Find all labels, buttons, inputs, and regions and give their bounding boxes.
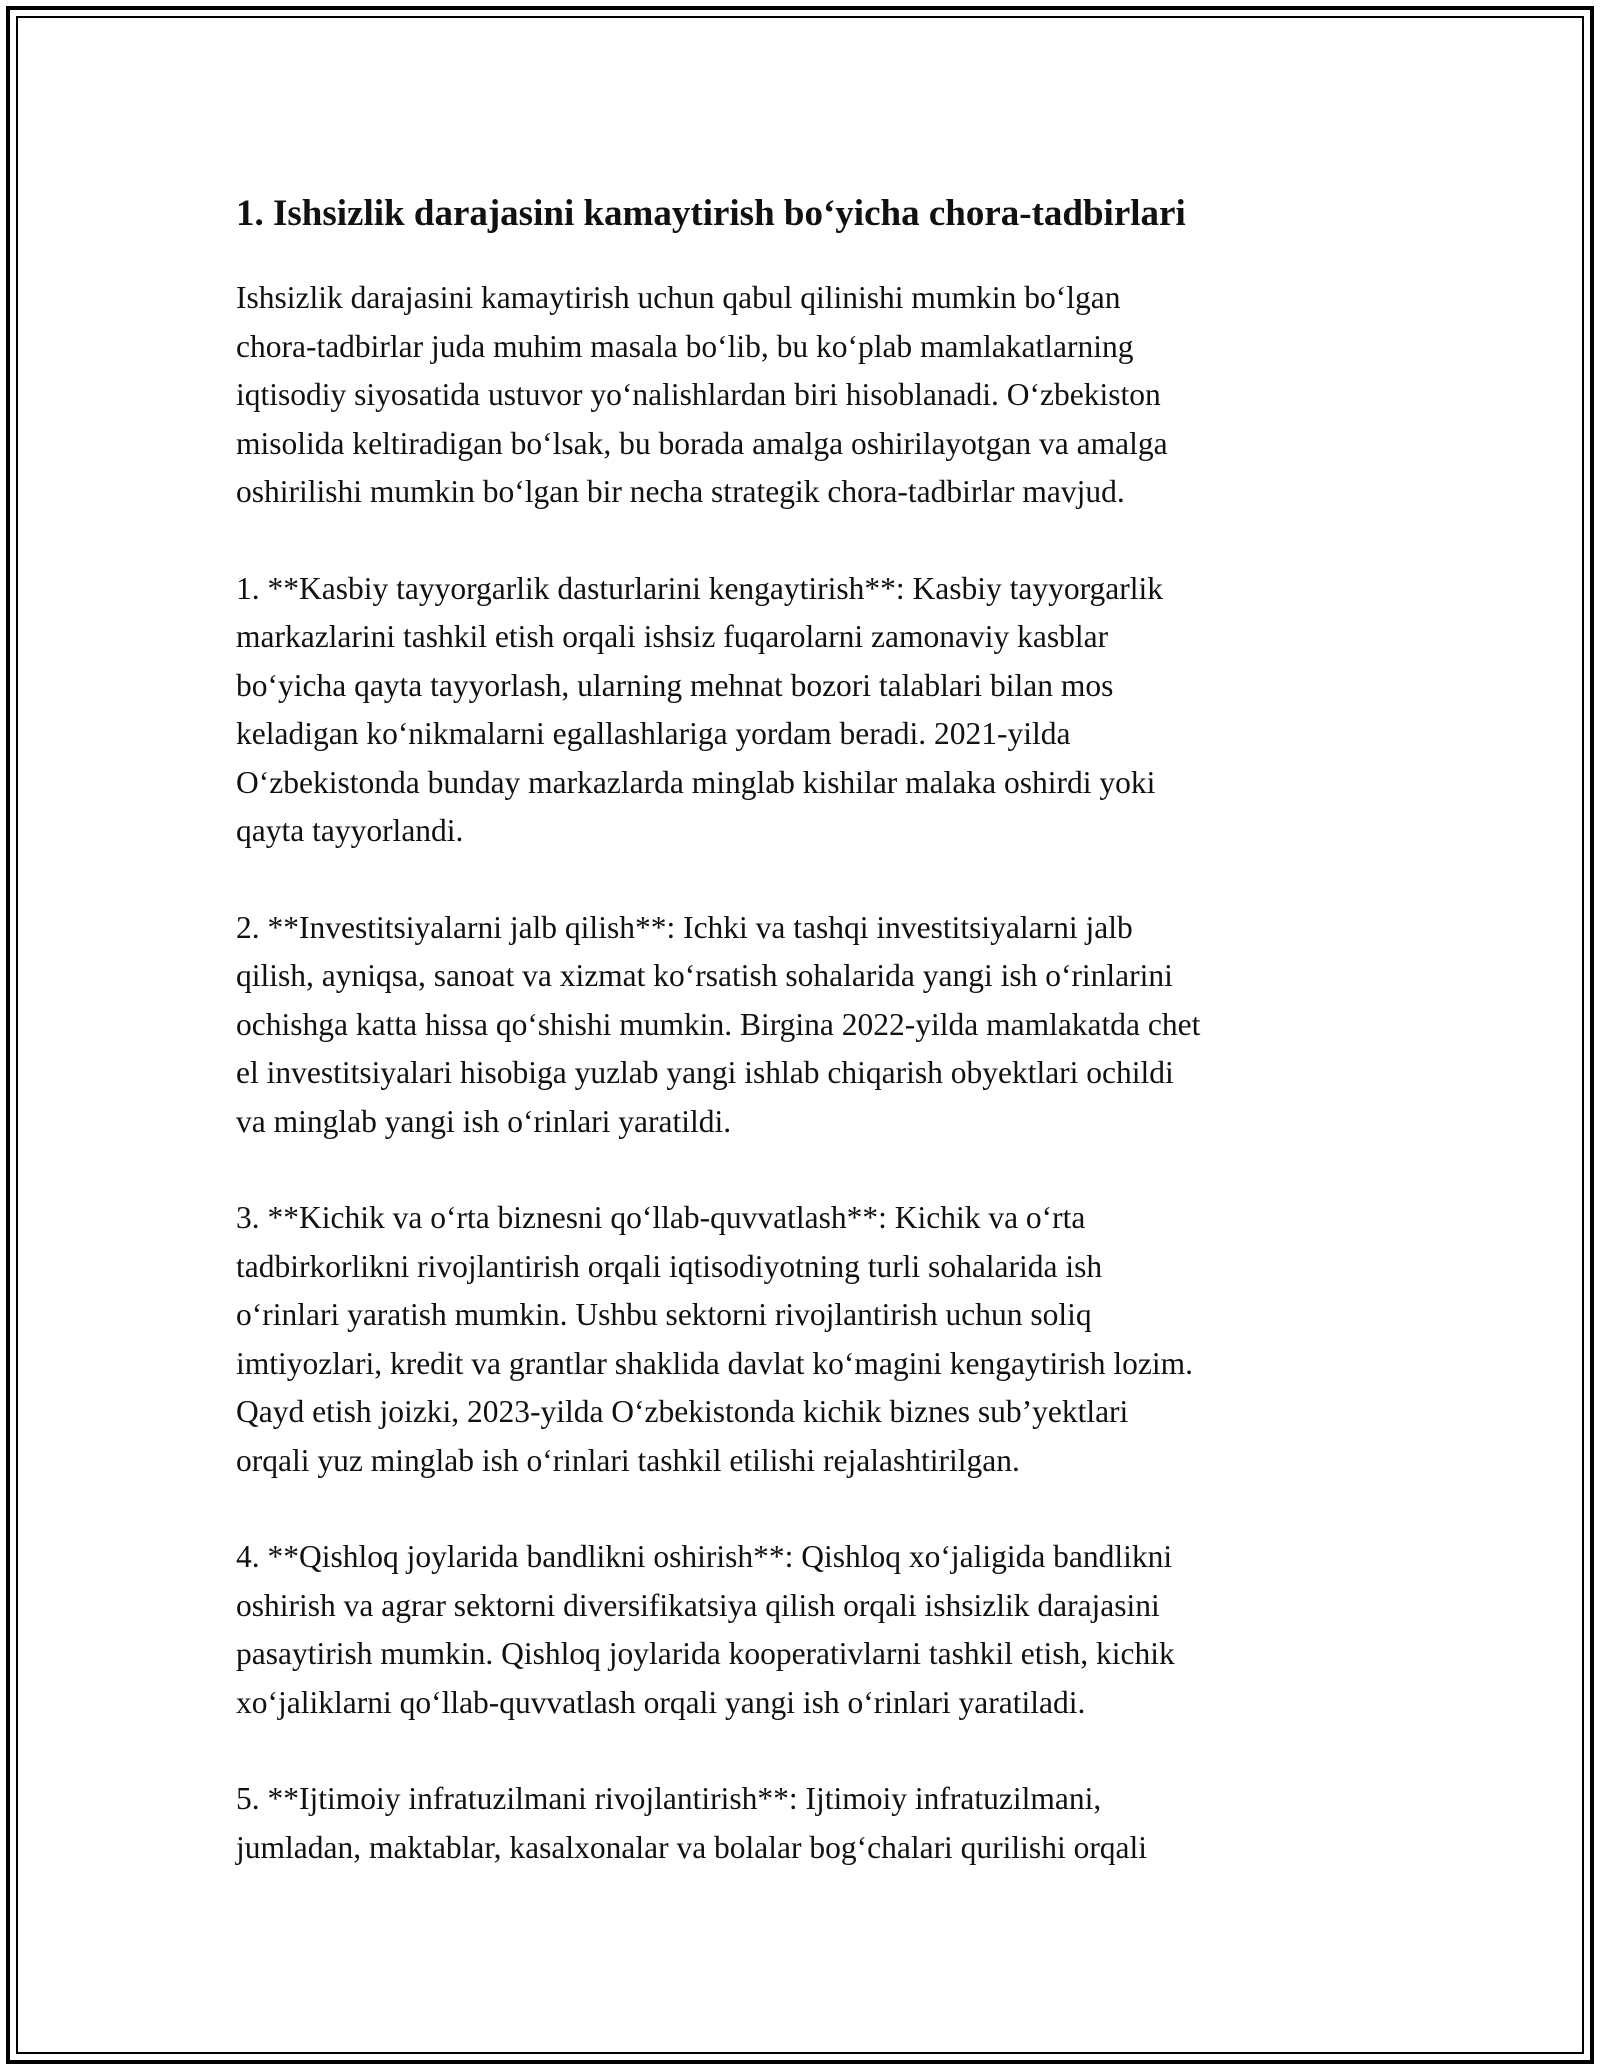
paragraph-item-1: 1. **Kasbiy tayyorgarlik dasturlarini kengaytirish**: Kasbiy tayyorgarlik markazlarini tashkil etish orqali ishsiz fuqarolarni zamonaviy kasblar bo‘yicha qayta tayyorlash, ularning mehnat bozori talablari bilan mos keladigan ko‘nikmalarni egallashlariga yordam beradi. 2021-yilda O‘zbekistonda bunday markazlarda minglab kishilar malaka oshirdi yoki qayta tayyorlandi. [236, 570, 1164, 848]
paragraph-item-4: 4. **Qishloq joylarida bandlikni oshirish**: Qishloq xo‘jaligida bandlikni oshirish va agrar sektorni diversifikatsiya qilish orqali ishsizlik darajasini pasaytirish mumkin. Qishloq joylarida kooperativlarni tashkil etish, kichik xo‘jaliklarni qo‘llab-quvvatlash orqali yangi ish o‘rinlari yaratiladi. [236, 1539, 1175, 1720]
paragraph-intro: Ishsizlik darajasini kamaytirish uchun qabul qilinishi mumkin bo‘lgan chora-tadbirlar juda muhim masala bo‘lib, bu ko‘plab mamlakatlarning iqtisodiy siyosatida ustuvor yo‘nalishlardan biri hisoblanadi. O‘zbekiston misolida keltiradigan bo‘lsak, bu borada amalga oshirilayotgan va amalga oshirilishi mumkin bo‘lgan bir necha strategik chora-tadbirlar mavjud. [236, 280, 1168, 509]
document-title: 1. Ishsizlik darajasini kamaytirish bo‘yicha chora-tadbirlari [236, 193, 1186, 234]
paragraph-item-2: 2. **Investitsiyalarni jalb qilish**: Ichki va tashqi investitsiyalarni jalb qilish, ayniqsa, sanoat va xizmat ko‘rsatish sohalarida yangi ish o‘rinlarini ochishga katta hissa qo‘shishi mumkin. Birgina 2022-yilda mamlakatda chet el investitsiyalari hisobiga yuzlab yangi ishlab chiqarish obyektlari ochildi va minglab yangi ish o‘rinlari yaratildi. [236, 909, 1201, 1139]
paragraph-item-3: 3. **Kichik va o‘rta biznesni qo‘llab-quvvatlash**: Kichik va o‘rta tadbirkorlikni rivojlantirish orqali iqtisodiyotning turli sohalarida ish o‘rinlari yaratish mumkin. Ushbu sektorni rivojlantirish uchun soliq imtiyozlari, kredit va grantlar shaklida davlat ko‘magini kengaytirish lozim. Qayd etish joizki, 2023-yilda O‘zbekistonda kichik biznes sub’yektlari orqali yuz minglab ish o‘rinlari tashkil etilishi rejalashtirilgan. [236, 1200, 1193, 1478]
paragraph-item-5: 5. **Ijtimoiy infratuzilmani rivojlantirish**: Ijtimoiy infratuzilmani, jumladan, maktablar, kasalxonalar va bolalar bog‘chalari qurilishi orqali [236, 1781, 1148, 1865]
document-body [236, 188, 1366, 1920]
